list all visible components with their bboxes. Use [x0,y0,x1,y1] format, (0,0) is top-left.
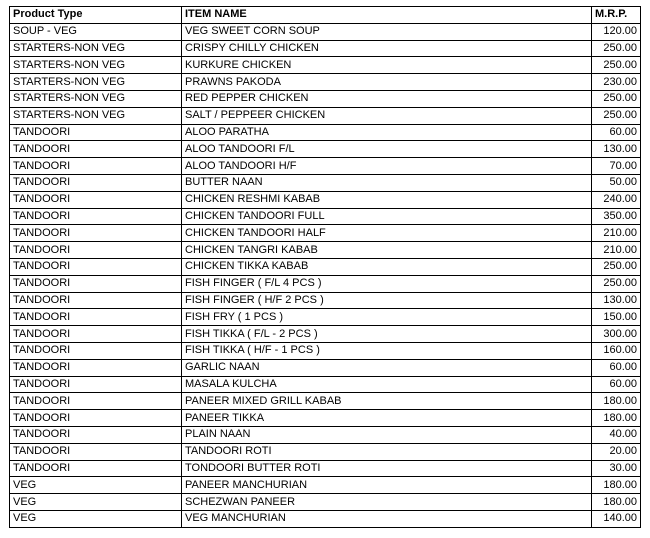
table-row [10,326,641,343]
item-name-cell: RED PEPPER CHICKEN [182,90,592,107]
mrp-cell: 60.00 [592,376,641,393]
table-row [10,74,641,91]
product-type-cell: SOUP - VEG [10,23,182,40]
mrp-cell: 210.00 [592,225,641,242]
mrp-cell: 140.00 [592,510,641,527]
table-row [10,275,641,292]
item-name-cell: TANDOORI ROTI [182,443,592,460]
product-type-cell: TANDOORI [10,342,182,359]
table-row [10,477,641,494]
mrp-cell: 250.00 [592,258,641,275]
table-row [10,510,641,527]
mrp-cell: 30.00 [592,460,641,477]
header-mrp: M.R.P. [592,7,641,24]
item-name-cell: VEG MANCHURIAN [182,510,592,527]
table-row [10,141,641,158]
item-name-cell: CHICKEN TANGRI KABAB [182,242,592,259]
table-row [10,376,641,393]
mrp-cell: 150.00 [592,309,641,326]
product-type-cell: TANDOORI [10,443,182,460]
mrp-cell: 130.00 [592,141,641,158]
item-name-cell: FISH TIKKA ( F/L - 2 PCS ) [182,326,592,343]
product-type-cell: STARTERS-NON VEG [10,57,182,74]
mrp-cell: 230.00 [592,74,641,91]
product-type-cell: TANDOORI [10,124,182,141]
table-row [10,292,641,309]
item-name-cell: CHICKEN TIKKA KABAB [182,258,592,275]
product-type-cell: TANDOORI [10,158,182,175]
mrp-cell: 120.00 [592,23,641,40]
table-row [10,124,641,141]
mrp-cell: 250.00 [592,90,641,107]
product-type-cell: TANDOORI [10,460,182,477]
table-row [10,342,641,359]
item-name-cell: FISH FRY ( 1 PCS ) [182,309,592,326]
item-name-cell: MASALA KULCHA [182,376,592,393]
product-type-cell: TANDOORI [10,174,182,191]
table-row [10,90,641,107]
item-name-cell: VEG SWEET CORN SOUP [182,23,592,40]
item-name-cell: ALOO TANDOORI H/F [182,158,592,175]
table-row [10,40,641,57]
table-row [10,410,641,427]
header-row [10,7,641,24]
product-type-cell: TANDOORI [10,309,182,326]
item-name-cell: PANEER TIKKA [182,410,592,427]
mrp-cell: 60.00 [592,359,641,376]
mrp-cell: 180.00 [592,393,641,410]
item-name-cell: SCHEZWAN PANEER [182,494,592,511]
mrp-cell: 70.00 [592,158,641,175]
product-type-cell: STARTERS-NON VEG [10,107,182,124]
item-name-cell: CHICKEN TANDOORI HALF [182,225,592,242]
product-type-cell: TANDOORI [10,410,182,427]
mrp-cell: 180.00 [592,477,641,494]
product-type-cell: VEG [10,494,182,511]
item-name-cell: SALT / PEPPEER CHICKEN [182,107,592,124]
item-name-cell: FISH FINGER ( H/F 2 PCS ) [182,292,592,309]
mrp-cell: 250.00 [592,57,641,74]
product-type-cell: TANDOORI [10,258,182,275]
product-type-cell: VEG [10,477,182,494]
mrp-cell: 20.00 [592,443,641,460]
mrp-cell: 180.00 [592,494,641,511]
product-type-cell: TANDOORI [10,326,182,343]
item-name-cell: PLAIN NAAN [182,426,592,443]
item-name-cell: ALOO PARATHA [182,124,592,141]
item-name-cell: BUTTER NAAN [182,174,592,191]
mrp-cell: 250.00 [592,107,641,124]
product-type-cell: TANDOORI [10,242,182,259]
table-row [10,158,641,175]
product-type-cell: TANDOORI [10,359,182,376]
mrp-cell: 60.00 [592,124,641,141]
product-type-cell: TANDOORI [10,393,182,410]
mrp-cell: 250.00 [592,40,641,57]
product-type-cell: TANDOORI [10,191,182,208]
item-name-cell: CRISPY CHILLY CHICKEN [182,40,592,57]
table-row [10,258,641,275]
mrp-cell: 250.00 [592,275,641,292]
table-row [10,443,641,460]
table-row [10,359,641,376]
table-row [10,309,641,326]
product-type-cell: TANDOORI [10,292,182,309]
mrp-cell: 300.00 [592,326,641,343]
product-type-cell: STARTERS-NON VEG [10,40,182,57]
mrp-cell: 130.00 [592,292,641,309]
header-product-type: Product Type [10,7,182,24]
table-row [10,225,641,242]
item-name-cell: GARLIC NAAN [182,359,592,376]
table-row [10,174,641,191]
mrp-cell: 350.00 [592,208,641,225]
product-type-cell: VEG [10,510,182,527]
item-name-cell: FISH TIKKA ( H/F - 1 PCS ) [182,342,592,359]
table-row [10,426,641,443]
product-type-cell: STARTERS-NON VEG [10,90,182,107]
product-type-cell: TANDOORI [10,275,182,292]
item-name-cell: PRAWNS PAKODA [182,74,592,91]
item-name-cell: CHICKEN RESHMI KABAB [182,191,592,208]
item-name-cell: FISH FINGER ( F/L 4 PCS ) [182,275,592,292]
item-name-cell: ALOO TANDOORI F/L [182,141,592,158]
product-type-cell: TANDOORI [10,225,182,242]
item-name-cell: KURKURE CHICKEN [182,57,592,74]
product-type-cell: TANDOORI [10,208,182,225]
mrp-cell: 40.00 [592,426,641,443]
table-row [10,107,641,124]
table-row [10,57,641,74]
table-row [10,208,641,225]
table-row [10,23,641,40]
mrp-cell: 240.00 [592,191,641,208]
table-row [10,494,641,511]
item-name-cell: PANEER MIXED GRILL KABAB [182,393,592,410]
item-name-cell: PANEER MANCHURIAN [182,477,592,494]
table-row [10,460,641,477]
mrp-cell: 160.00 [592,342,641,359]
table-row [10,191,641,208]
mrp-cell: 180.00 [592,410,641,427]
mrp-cell: 50.00 [592,174,641,191]
header-item-name: ITEM NAME [182,7,592,24]
product-type-cell: TANDOORI [10,376,182,393]
product-type-cell: TANDOORI [10,426,182,443]
menu-price-table [9,6,641,528]
product-type-cell: TANDOORI [10,141,182,158]
mrp-cell: 210.00 [592,242,641,259]
table-body [10,23,641,527]
table-row [10,393,641,410]
product-type-cell: STARTERS-NON VEG [10,74,182,91]
item-name-cell: TONDOORI BUTTER ROTI [182,460,592,477]
item-name-cell: CHICKEN TANDOORI FULL [182,208,592,225]
table-row [10,242,641,259]
